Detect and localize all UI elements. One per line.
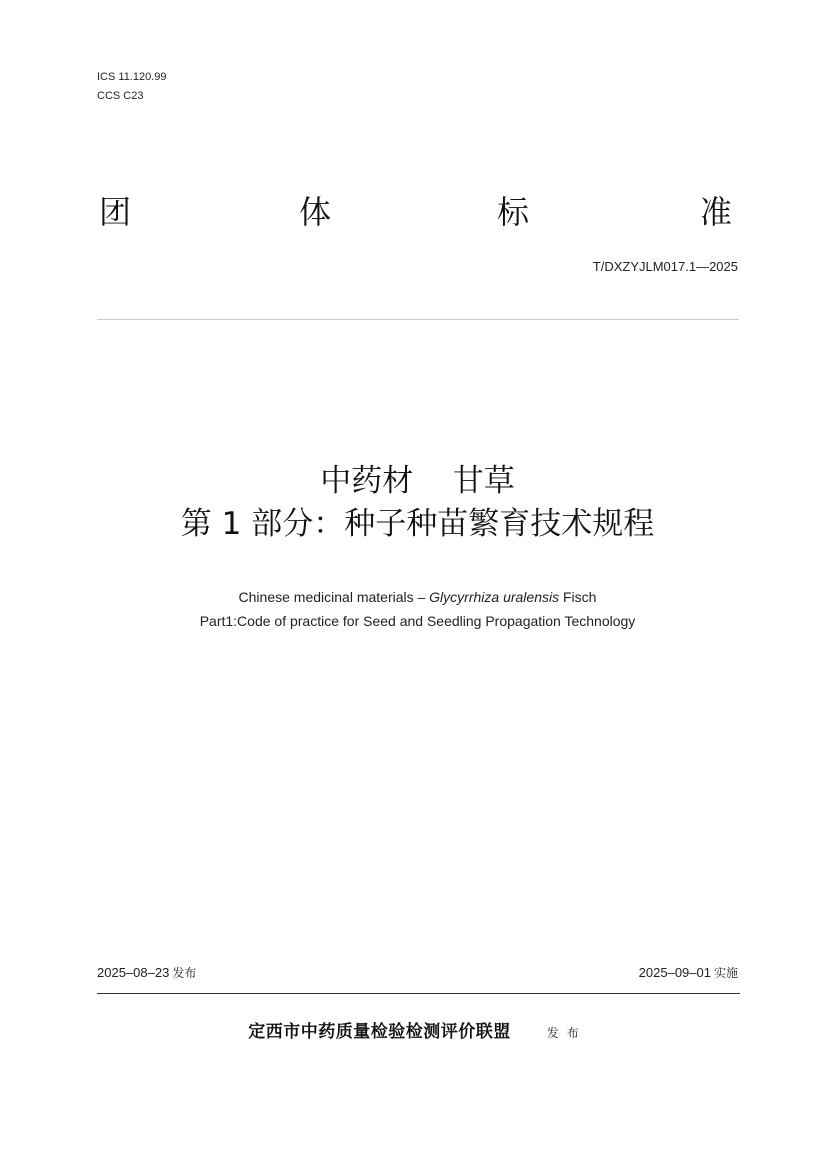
effective-label: 实施 — [713, 966, 738, 980]
title-en-species: Glycyrrhiza uralensis — [429, 589, 560, 605]
title-cn-line2: 第 1 部分：种子种苗繁育技术规程 — [180, 506, 655, 542]
header-char-ti: 体 — [299, 193, 332, 231]
ics-code: ICS 11.120.99 — [97, 71, 167, 83]
publish-date: 2025–08–23 — [97, 965, 170, 980]
publish-label: 发布 — [172, 966, 197, 980]
issuer-action: 发布 — [546, 1026, 587, 1040]
issuer-name: 定西市中药质量检验检测评价联盟 — [248, 1022, 511, 1042]
header-char-tuan: 团 — [99, 193, 132, 231]
title-cn-line1: 中药材 甘草 — [320, 463, 515, 499]
effective-date: 2025–09–01 — [638, 965, 711, 980]
title-en-prefix: Chinese medicinal materials – — [238, 589, 430, 605]
title-en-line2: Part1:Code of practice for Seed and Seedling Propagation Technology — [199, 613, 636, 629]
title-en-suffix: Fisch — [559, 589, 597, 605]
ccs-code: CCS C23 — [97, 90, 144, 102]
footer-divider — [97, 993, 740, 994]
header-divider — [97, 319, 739, 320]
publish-date-line — [97, 964, 196, 983]
standard-number: T/DXZYJLM017.1—2025 — [592, 259, 738, 274]
header-char-zhun: 准 — [700, 193, 733, 231]
issuer-line — [0, 1017, 815, 1042]
title-en-line1 — [0, 587, 815, 607]
effective-date-line — [639, 964, 738, 983]
header-char-biao: 标 — [497, 193, 530, 231]
